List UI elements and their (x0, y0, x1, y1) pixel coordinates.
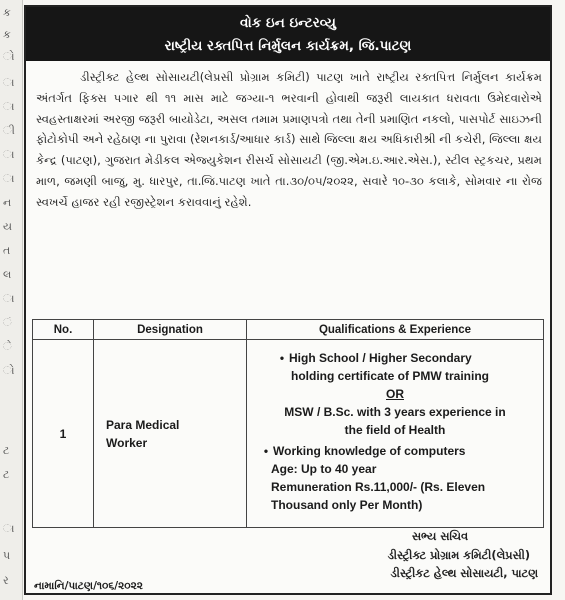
strip-char: ક (3, 6, 11, 19)
table-header-row (33, 320, 544, 340)
recruitment-notice (24, 5, 552, 595)
designation-line: Worker (106, 435, 148, 450)
designation-cell (94, 340, 247, 528)
notice-header (26, 7, 550, 61)
vacancy-table (32, 319, 544, 528)
signatory-committee: ડીસ્ટ્રીક્ટ પ્રોગ્રામ કમિટી(લેપ્રસી) (387, 548, 530, 562)
strip-char: ન (3, 196, 12, 209)
or-separator: OR (386, 387, 404, 401)
strip-char: લ (3, 268, 12, 281)
qualification-text: MSW / B.Sc. with 3 years experience in (284, 405, 506, 419)
row-number: 1 (33, 340, 94, 528)
designation-line: Para Medical (106, 417, 180, 432)
signatory-society: ડીસ્ટ્રીકટ હેલ્થ સોસાયટી, પાટણ (390, 567, 538, 580)
col-header-no: No. (33, 320, 94, 340)
strip-char: ં (3, 316, 12, 329)
age-limit: Age: Up to 40 year (271, 462, 377, 476)
strip-char: ટ (3, 444, 10, 457)
strip-char: ો (3, 364, 15, 377)
qualifications-cell (247, 340, 544, 528)
strip-char: ત (3, 244, 11, 257)
strip-char: ા (3, 172, 15, 185)
strip-char: ે (3, 340, 12, 353)
strip-char: ા (3, 148, 15, 161)
strip-char: ો (3, 50, 15, 63)
qualification-text: High School / Higher Secondary (289, 351, 472, 365)
table-row (33, 340, 544, 528)
strip-char: ા (3, 522, 15, 535)
remuneration: Remuneration Rs.11,000/- (Rs. Eleven (271, 480, 486, 494)
signatory-title: સભ્ય સચિવ (411, 530, 468, 543)
adjacent-column-strip (0, 0, 23, 600)
strip-char: ર (3, 574, 9, 587)
bullet-icon: • (279, 351, 285, 365)
strip-char: ય (3, 220, 13, 233)
strip-char: ા (3, 292, 15, 305)
strip-char: ટ (3, 468, 10, 481)
signature-block (388, 528, 538, 584)
strip-char: પ (3, 549, 11, 562)
qualification-text: the field of Health (344, 423, 446, 437)
qualification-text: holding certificate of PMW training (291, 369, 489, 383)
remuneration: Thousand only Per Month) (271, 498, 423, 512)
col-header-qualifications: Qualifications & Experience (247, 320, 544, 340)
strip-char: ી (3, 124, 15, 137)
programme-title: રાષ્ટ્રીય રક્તપિત્ત નિર્મુલન કાર્યક્રમ, જિ.પાટણ (164, 38, 412, 54)
strip-char: ા (3, 100, 15, 113)
qualification-text: Working knowledge of computers (273, 444, 466, 458)
bullet-icon: • (263, 444, 269, 458)
col-header-designation: Designation (94, 320, 247, 340)
strip-char: ા (3, 76, 15, 89)
reference-number: નામાનિ/પાટણ/૧૦૬/૨૦૨૨ (34, 580, 143, 592)
walk-in-interview-title: વોક ઇન ઇન્ટરવ્યુ (240, 15, 336, 31)
notice-body (36, 67, 542, 213)
notice-paragraph: ડીસ્ટ્રીક્ટ હેલ્થ સોસાયટી(લેપ્રસી પ્રોગ્રામ કમિટી) પાટણ ખાતે રાષ્ટ્રીય રક્તપિત્ત નિર્મુલન કાર્યક્રમ અંતર્ગત ફિક્સ પગાર થી ૧૧ માસ માટે જગ્યા-૧ ભરવાની હોવાથી જરૂરી લાયકાત ધરાવતા ઉમેદવારોએ સ્વહસ્તાક્ષરમાં અરજી જરૂરી બાયોડેટા, અસલ તમામ પ્રમાણપત્રો તથા તેની પ્રમાણિત નકલો, પાસપોર્ટ સાઇઝની ફોટોકોપી અને રહેઠાણ ના પુરાવા (રેશનકાર્ડ/આધાર કાર્ડ) સાથે જિલ્લા ક્ષય અધિકારીશ્રી ની કચેરી, જિલ્લા ક્ષય કેન્દ્ર (પાટણ), ગુજરાત મેડીકલ એજ્યુકેશન રીસર્ચ સોસાયટી (જી.એમ.ઇ.આર.એસ.), સ્ટીલ સ્ટ્રકચર, પ્રથમ માળ, જમણી બાજુ, મુ. ધારપુર, તા.જિ.પાટણ ખાતે તા.૩૦/૦૫/૨૦૨૨, સવારે ૧૦-૩૦ કલાકે, સોમવાર ના રોજ સ્વખર્ચે હાજર રહી રજીસ્ટ્રેશન કરાવવાનું રહેશે. (36, 70, 542, 209)
strip-char: ક (3, 28, 11, 41)
